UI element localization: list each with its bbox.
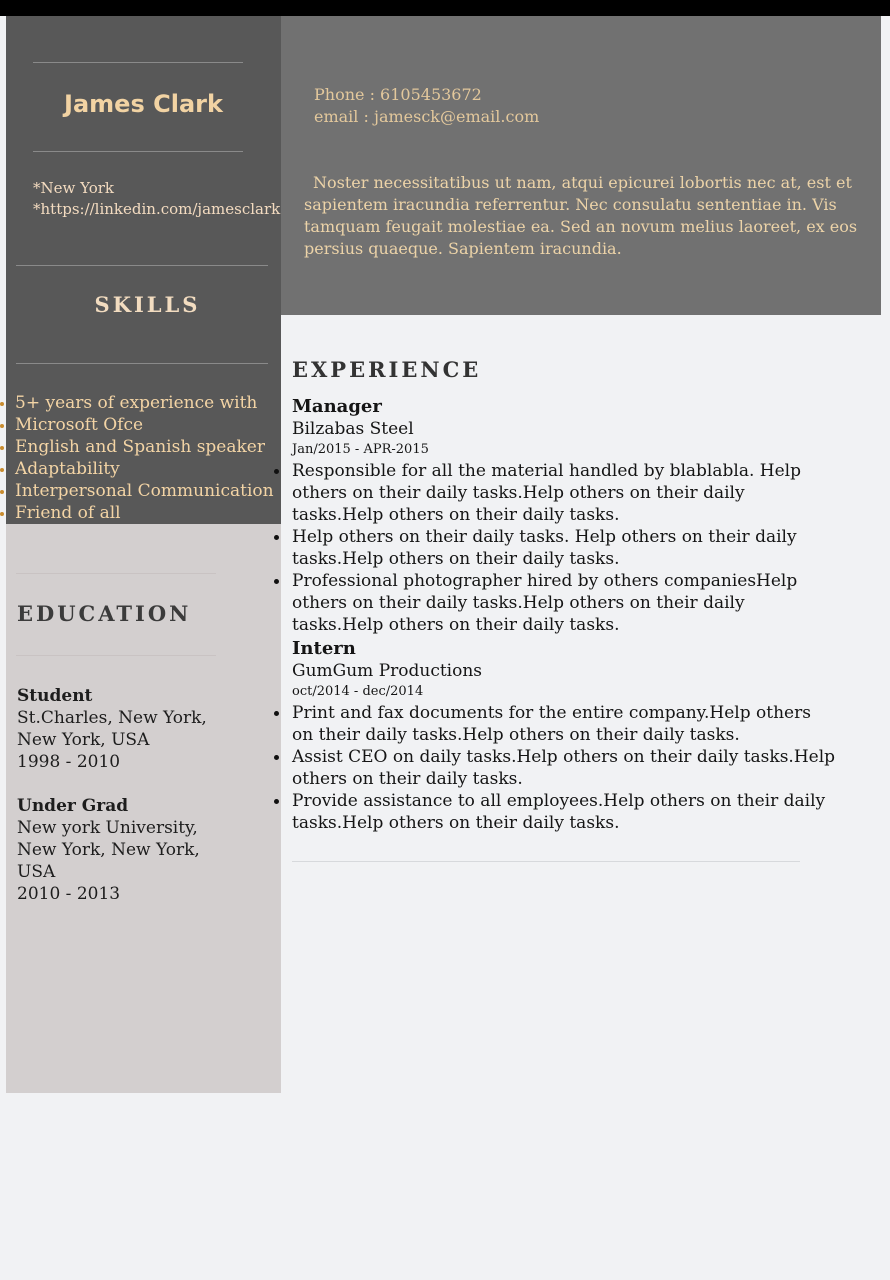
- skill-item: Adaptability: [15, 458, 274, 480]
- skill-item: Friend of all: [15, 502, 274, 524]
- header-panel: [281, 16, 881, 315]
- job-dates: Jan/2015 - APR-2015: [292, 442, 429, 457]
- divider: [16, 655, 216, 656]
- education-line: USA: [17, 862, 56, 882]
- experience-title: EXPERIENCE: [292, 357, 482, 382]
- candidate-name: James Clark: [64, 90, 223, 118]
- profile-summary: Noster necessitatibus ut nam, atqui epicurei lobortis nec at, est et sapientem iracundia referrentur. Nec consulatu sententiae in. Vis tamquam feugait molestiae ea. Sed an novum melius laoreet, ex eos persius quaeque. Sapientem iracundia.: [304, 173, 858, 258]
- email-address[interactable]: email : jamesck@email.com: [314, 107, 540, 126]
- top-bar: [0, 0, 890, 16]
- education-title: EDUCATION: [17, 601, 192, 626]
- contact-left: [33, 178, 280, 220]
- job-bullets: [292, 460, 837, 636]
- degree: Under Grad: [17, 796, 129, 816]
- divider: [16, 573, 216, 574]
- job-bullet: Responsible for all the material handled by blablabla. Help others on their daily tasks.Help others on their daily tasks.Help others on their daily tasks.: [292, 460, 837, 526]
- education-line: New york University,: [17, 818, 198, 838]
- job-bullet: Professional photographer hired by others companiesHelp others on their daily tasks.Help others on their daily tasks.Help others on their daily tasks.: [292, 570, 837, 636]
- job-company: GumGum Productions: [292, 661, 483, 681]
- skill-item: Interpersonal Communication: [15, 481, 274, 501]
- degree: Student: [17, 686, 93, 706]
- job-bullet: Provide assistance to all employees.Help others on their daily tasks.Help others on their daily tasks.: [292, 790, 837, 834]
- job-entry: [292, 396, 837, 636]
- job-bullets: [292, 702, 837, 834]
- job-bullet: Assist CEO on daily tasks.Help others on their daily tasks.Help others on their daily tasks.: [292, 747, 836, 789]
- education-line: New York, USA: [17, 730, 150, 750]
- skill-item: Microsoft Ofce: [15, 414, 274, 436]
- divider: [16, 265, 268, 266]
- education-line: 1998 - 2010: [17, 752, 121, 772]
- divider: [292, 861, 800, 862]
- contact-info: [314, 84, 539, 128]
- job-dates: oct/2014 - dec/2014: [292, 684, 424, 699]
- skills-title: SKILLS: [94, 292, 201, 317]
- skills-list: [15, 392, 274, 524]
- education-line: St.Charles, New York,: [17, 708, 207, 728]
- skill-item: 5+ years of experience with: [15, 392, 274, 414]
- job-role: Manager: [292, 396, 382, 417]
- phone-number[interactable]: Phone : 6105453672: [314, 85, 482, 104]
- skill-item: English and Spanish speaker: [15, 436, 274, 458]
- education-entry: [17, 795, 200, 905]
- education-entry: [17, 685, 207, 773]
- education-line: 2010 - 2013: [17, 884, 121, 904]
- education-line: New York, New York,: [17, 840, 200, 860]
- divider: [33, 62, 243, 63]
- job-entry: [292, 638, 837, 834]
- job-company: Bilzabas Steel: [292, 419, 414, 439]
- linkedin-link[interactable]: *https://linkedin.com/jamesclark: [33, 200, 281, 218]
- job-bullet: Help others on their daily tasks. Help others on their daily tasks.Help others on their daily tasks.: [292, 526, 837, 570]
- job-role: Intern: [292, 638, 356, 659]
- job-bullet: Print and fax documents for the entire company.Help others on their daily tasks.Help others on their daily tasks.: [292, 702, 837, 746]
- divider: [16, 363, 268, 364]
- divider: [33, 151, 243, 152]
- location: *New York: [33, 179, 114, 197]
